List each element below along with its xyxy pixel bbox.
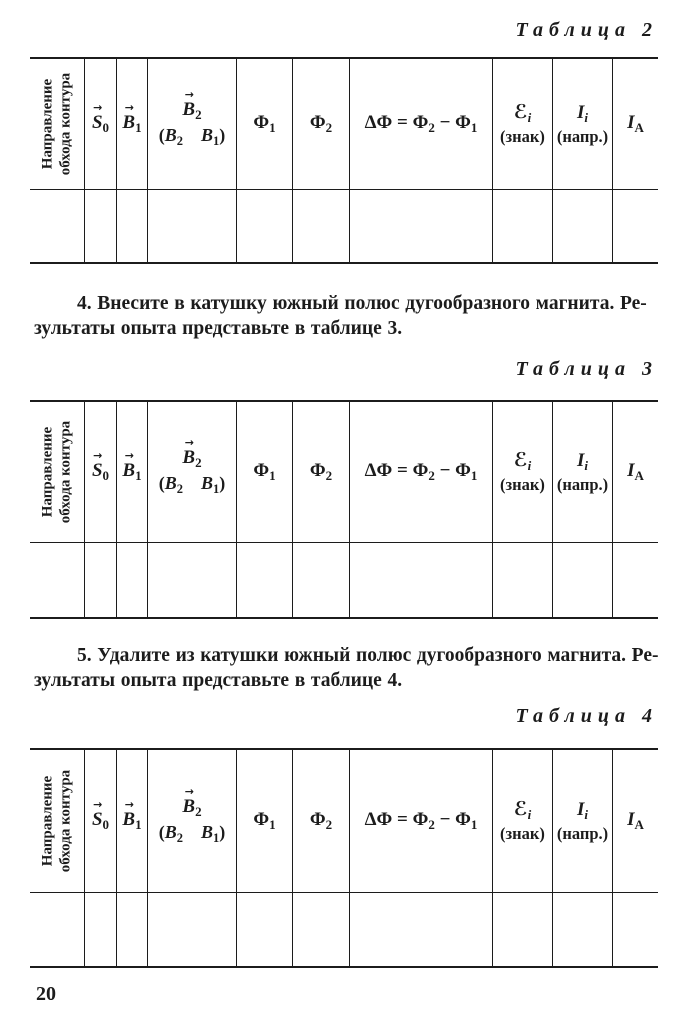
paren-open: (	[158, 125, 165, 145]
col-header-delta-phi	[350, 750, 493, 892]
page-number: 20	[36, 983, 56, 1005]
col-header-s0	[85, 402, 117, 542]
s-sub: 0	[102, 468, 110, 483]
s-sub: 0	[102, 817, 110, 832]
table-body-cell	[117, 893, 148, 966]
emf-letter: ℰ	[513, 101, 528, 123]
direction-line2: обхода контура	[58, 72, 74, 176]
table-body-cell	[613, 190, 658, 262]
table-body-cell	[613, 543, 658, 617]
current-note: (напр.)	[556, 823, 609, 843]
dphi-sub2: 1	[470, 120, 478, 135]
b-sub: 1	[135, 817, 142, 832]
phi-letter: Φ	[253, 112, 270, 133]
table-body-cell	[293, 190, 350, 262]
table-body-cell	[85, 543, 117, 617]
table-body-cell	[148, 543, 237, 617]
table-body-cell	[237, 190, 293, 262]
table-body-cell	[85, 893, 117, 966]
col-header-induced-current	[553, 750, 613, 892]
emf-letter: ℰ	[513, 798, 528, 820]
instruction-paragraph-4	[34, 291, 660, 341]
col-header-b1	[117, 402, 148, 542]
b-letter: B	[182, 99, 196, 120]
b-sub: 1	[213, 482, 220, 496]
current-note: (напр.)	[556, 474, 609, 494]
table-2-header-row	[30, 59, 658, 189]
col-header-b2	[148, 59, 237, 189]
dphi-sub1: 2	[428, 468, 435, 483]
vector-arrow-icon: →	[93, 101, 103, 114]
col-header-phi1	[237, 59, 293, 189]
phi-sub: 1	[269, 120, 276, 135]
emf-sub: i	[527, 110, 532, 125]
phi-sub: 2	[325, 468, 333, 483]
emf-note: (знак)	[500, 475, 545, 494]
col-header-delta-phi	[350, 402, 493, 542]
paren-open: (	[158, 473, 165, 493]
i-sub: i	[584, 109, 589, 125]
col-header-ammeter-current	[613, 402, 658, 542]
col-header-emf	[493, 750, 553, 892]
table-4	[30, 748, 658, 968]
table-body-cell	[148, 893, 237, 966]
dphi-part1: ΔΦ = Φ	[364, 112, 429, 133]
phi-sub: 1	[269, 468, 276, 483]
instruction-line: зультаты опыта представьте в таблице 3.	[34, 318, 403, 339]
col-header-emf	[493, 59, 553, 189]
b-letter: B	[182, 796, 196, 817]
b-letter: B	[201, 473, 214, 493]
s-sub: 0	[102, 120, 110, 135]
emf-letter: ℰ	[513, 449, 528, 471]
col-header-induced-current	[553, 402, 613, 542]
b-letter: B	[122, 809, 136, 830]
rotated-header-text	[39, 405, 76, 539]
table-3-header-row	[30, 402, 658, 542]
b-sub: 2	[176, 831, 183, 845]
emf-sub: i	[527, 807, 532, 822]
s-letter: S	[91, 809, 103, 830]
col-header-phi2	[293, 59, 350, 189]
paren-close: )	[219, 473, 226, 493]
paren-open: (	[158, 822, 165, 842]
table-body-cell	[148, 190, 237, 262]
paren-close: )	[219, 822, 226, 842]
b-sub: 2	[176, 482, 183, 496]
phi-letter: Φ	[253, 460, 270, 481]
dphi-part2: − Φ	[434, 112, 471, 133]
direction-line2: обхода контура	[58, 769, 74, 873]
col-header-s0	[85, 750, 117, 892]
dphi-part1: ΔΦ = Φ	[364, 809, 429, 830]
table-body-cell	[350, 190, 493, 262]
vector-arrow-icon: →	[184, 785, 194, 798]
col-header-induced-current	[553, 59, 613, 189]
dphi-part2: − Φ	[434, 460, 471, 481]
i-letter: I	[576, 449, 585, 471]
i-sub: А	[634, 817, 644, 832]
col-header-direction	[30, 402, 85, 542]
table-body-cell	[117, 543, 148, 617]
table-3-title: Таблица 3	[515, 358, 658, 380]
col-header-b1	[117, 750, 148, 892]
b-letter: B	[182, 447, 196, 468]
b-sub: 2	[195, 107, 202, 122]
b-letter: B	[122, 112, 136, 133]
b-letter: B	[164, 473, 177, 493]
i-sub: i	[584, 457, 589, 473]
dphi-sub1: 2	[428, 120, 435, 135]
col-header-direction	[30, 750, 85, 892]
b-sub: 1	[213, 134, 220, 148]
b-letter: B	[122, 460, 136, 481]
dphi-sub2: 1	[470, 817, 478, 832]
instruction-paragraph-5	[34, 643, 660, 693]
table-body-cell	[30, 190, 85, 262]
dphi-part2: − Φ	[434, 809, 471, 830]
i-sub: А	[634, 468, 644, 483]
rotated-header-text	[39, 754, 76, 888]
vector-arrow-icon: →	[93, 798, 103, 811]
direction-line1: Направление	[39, 426, 56, 518]
vector-arrow-icon: →	[184, 436, 194, 449]
table-body-cell	[553, 190, 613, 262]
b2-comparison	[159, 473, 226, 497]
vector-arrow-icon: →	[124, 101, 134, 114]
i-sub: i	[584, 806, 589, 822]
table-body-cell	[493, 190, 553, 262]
b-letter: B	[201, 125, 214, 145]
table-3	[30, 400, 658, 619]
instruction-line: 5. Удалите из катушки южный полюс дугообразного магнита. Ре-	[77, 645, 659, 666]
table-body-cell	[553, 543, 613, 617]
table-2	[30, 57, 658, 264]
phi-letter: Φ	[309, 809, 326, 830]
dphi-part1: ΔΦ = Φ	[364, 460, 429, 481]
b2-comparison	[159, 822, 226, 846]
phi-sub: 1	[269, 817, 276, 832]
phi-sub: 2	[325, 817, 333, 832]
s-letter: S	[91, 112, 103, 133]
table-body-cell	[117, 190, 148, 262]
instruction-line: 4. Внесите в катушку южный полюс дугообразного магнита. Ре-	[77, 293, 647, 314]
col-header-s0	[85, 59, 117, 189]
direction-line1: Направление	[39, 775, 56, 867]
b-letter: B	[201, 822, 214, 842]
table-body-cell	[293, 893, 350, 966]
s-letter: S	[91, 460, 103, 481]
col-header-delta-phi	[350, 59, 493, 189]
col-header-b2	[148, 402, 237, 542]
vector-arrow-icon: →	[93, 449, 103, 462]
b-sub: 1	[213, 831, 220, 845]
current-note: (напр.)	[556, 126, 609, 146]
b-sub: 2	[195, 455, 202, 470]
col-header-emf	[493, 402, 553, 542]
instruction-line: зультаты опыта представьте в таблице 4.	[34, 670, 403, 691]
col-header-b2	[148, 750, 237, 892]
paren-close: )	[219, 125, 226, 145]
col-header-direction	[30, 59, 85, 189]
table-body-cell	[350, 893, 493, 966]
col-header-phi1	[237, 750, 293, 892]
col-header-phi1	[237, 402, 293, 542]
table-body-cell	[30, 893, 85, 966]
phi-sub: 2	[325, 120, 333, 135]
i-letter: I	[576, 798, 585, 820]
i-letter: I	[627, 809, 635, 830]
table-body-cell	[237, 893, 293, 966]
direction-line1: Направление	[39, 78, 56, 170]
col-header-phi2	[293, 750, 350, 892]
table-4-data-row	[30, 892, 658, 966]
col-header-phi2	[293, 402, 350, 542]
table-body-cell	[613, 893, 658, 966]
i-sub: А	[634, 120, 644, 135]
b-sub: 1	[135, 120, 142, 135]
i-letter: I	[576, 101, 585, 123]
table-4-header-row	[30, 750, 658, 892]
col-header-ammeter-current	[613, 59, 658, 189]
emf-note: (знак)	[500, 127, 545, 146]
b2-comparison	[159, 125, 226, 149]
rotated-header-text	[39, 57, 76, 191]
b-sub: 2	[176, 134, 183, 148]
phi-letter: Φ	[309, 112, 326, 133]
b-sub: 2	[195, 804, 202, 819]
i-letter: I	[627, 460, 635, 481]
b-letter: B	[164, 822, 177, 842]
b-letter: B	[164, 125, 177, 145]
table-body-cell	[237, 543, 293, 617]
emf-note: (знак)	[500, 824, 545, 843]
table-body-cell	[293, 543, 350, 617]
dphi-sub2: 1	[470, 468, 478, 483]
table-body-cell	[493, 543, 553, 617]
col-header-ammeter-current	[613, 750, 658, 892]
col-header-b1	[117, 59, 148, 189]
vector-arrow-icon: →	[124, 798, 134, 811]
dphi-sub1: 2	[428, 817, 435, 832]
vector-arrow-icon: →	[124, 449, 134, 462]
table-body-cell	[85, 190, 117, 262]
table-body-cell	[350, 543, 493, 617]
vector-arrow-icon: →	[184, 88, 194, 101]
emf-sub: i	[527, 458, 532, 473]
table-3-data-row	[30, 542, 658, 617]
phi-letter: Φ	[253, 809, 270, 830]
b-sub: 1	[135, 468, 142, 483]
table-4-title: Таблица 4	[515, 705, 658, 727]
phi-letter: Φ	[309, 460, 326, 481]
table-body-cell	[30, 543, 85, 617]
table-2-data-row	[30, 189, 658, 262]
table-body-cell	[553, 893, 613, 966]
direction-line2: обхода контура	[58, 420, 74, 524]
i-letter: I	[627, 112, 635, 133]
table-2-title: Таблица 2	[515, 19, 658, 41]
table-body-cell	[493, 893, 553, 966]
